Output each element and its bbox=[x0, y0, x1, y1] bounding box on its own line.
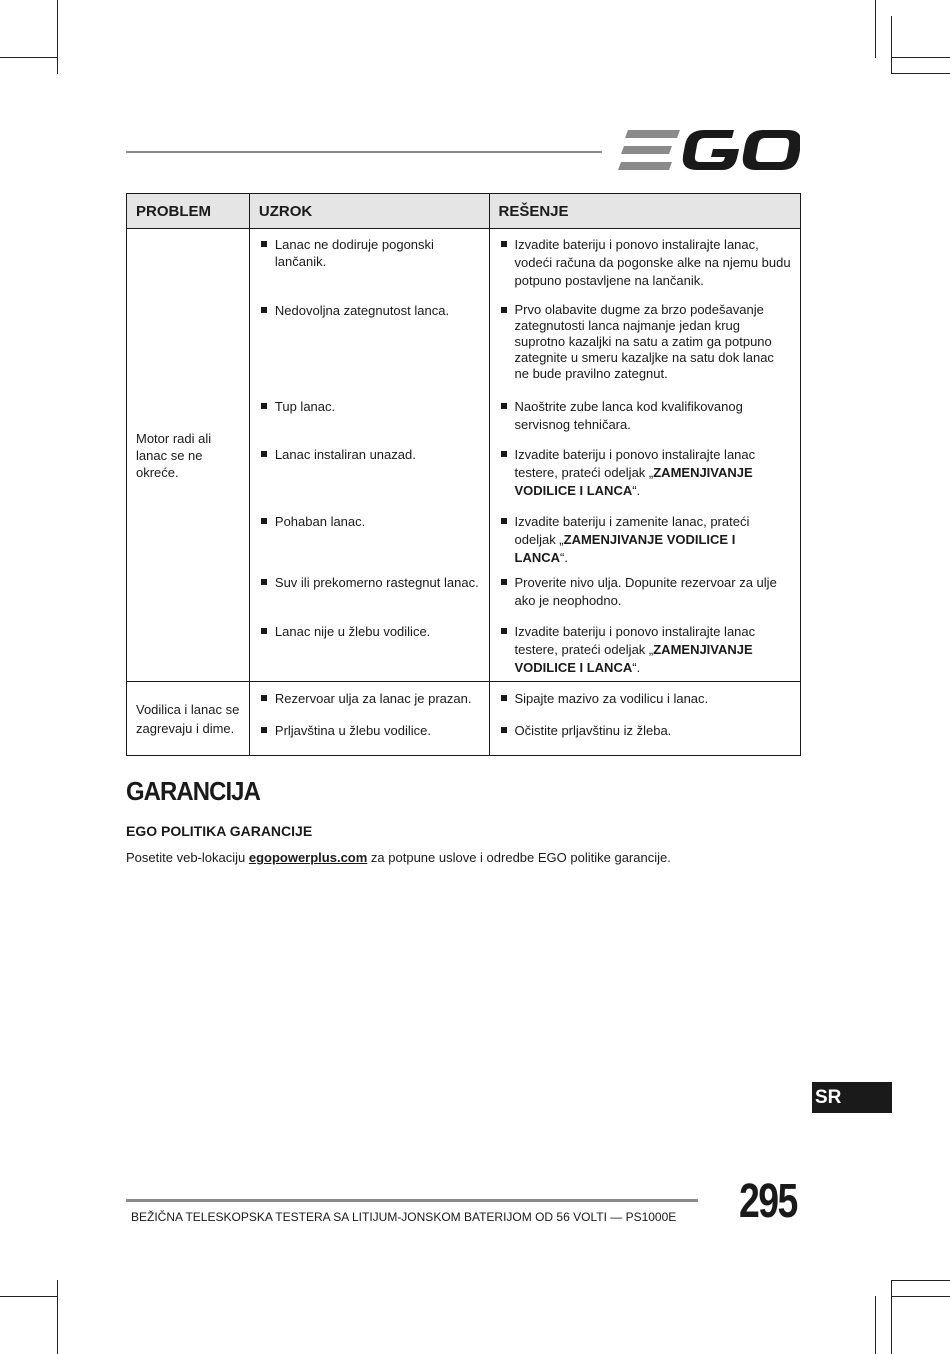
cause-item: Pohaban lanac. bbox=[259, 513, 480, 530]
column-header-solution: REŠENJE bbox=[489, 194, 801, 229]
solution-item: Izvadite bateriju i ponovo instalirajte lanac testere, prateći odeljak „ZAMENJIVANJE VODILICE I LANCA“. bbox=[499, 623, 792, 677]
crop-mark bbox=[0, 1296, 58, 1297]
column-header-problem: PROBLEM bbox=[127, 194, 250, 229]
solution-item: Izvadite bateriju i ponovo instalirajte lanac testere, prateći odeljak „ZAMENJIVANJE VODILICE I LANCA“. bbox=[499, 446, 792, 500]
section-title: GARANCIJA bbox=[126, 776, 260, 806]
cause-item: Lanac nije u žlebu vodilice. bbox=[259, 623, 480, 640]
cause-item: Rezervoar ulja za lanac je prazan. bbox=[259, 690, 480, 707]
cause-item: Lanac ne dodiruje pogonski lančanik. bbox=[259, 236, 480, 270]
header-rule bbox=[126, 151, 602, 153]
column-header-cause: UZROK bbox=[249, 194, 489, 229]
table-row bbox=[127, 682, 801, 715]
cause-item: Nedovoljna zategnutost lanca. bbox=[259, 302, 480, 319]
crop-mark bbox=[891, 1280, 950, 1281]
troubleshooting-table bbox=[126, 193, 801, 756]
table-header-row bbox=[127, 194, 801, 229]
solution-item: Naoštrite zube lanca kod kvalifikovanog servisnog tehničara. bbox=[499, 398, 792, 434]
crop-mark bbox=[891, 16, 892, 74]
warranty-link[interactable]: egopowerplus.com bbox=[248, 850, 368, 865]
crop-mark bbox=[57, 1280, 58, 1354]
crop-mark bbox=[57, 0, 58, 74]
page-number: 295 bbox=[739, 1175, 797, 1228]
crop-mark bbox=[892, 1296, 950, 1297]
warranty-paragraph: Posetite veb-lokaciju egopowerplus.com za potpune uslove i odredbe EGO politike garancije. bbox=[126, 850, 671, 865]
solution-item: Izvadite bateriju i zamenite lanac, prateći odeljak „ZAMENJIVANJE VODILICE I LANCA“. bbox=[499, 513, 792, 567]
cause-item: Tup lanac. bbox=[259, 398, 480, 415]
solution-item: Sipajte mazivo za vodilicu i lanac. bbox=[499, 690, 792, 707]
crop-mark bbox=[891, 1280, 892, 1354]
solution-item: Proverite nivo ulja. Dopunite rezervoar za ulje ako je neophodno. bbox=[499, 574, 792, 610]
crop-mark bbox=[0, 57, 58, 58]
solution-item: Prvo olabavite dugme za brzo podešavanje zategnutosti lanca najmanje jedan krug suprotno kazaljki na satu a zatim ga potpuno zategnite u smeru kazaljke na satu dok lanac ne bude pravilno zategnut. bbox=[499, 302, 792, 382]
cause-item: Suv ili prekomerno rastegnut lanac. bbox=[259, 574, 480, 591]
cause-item: Prljavština u žlebu vodilice. bbox=[259, 722, 480, 739]
problem-cell: Vodilica i lanac se zagrevaju i dime. bbox=[127, 682, 250, 756]
section-subtitle: EGO POLITIKA GARANCIJE bbox=[126, 823, 313, 839]
problem-cell: Motor radi ali lanac se ne okreće. bbox=[127, 229, 250, 682]
table-row bbox=[127, 229, 801, 295]
footer-title: BEŽIČNA TELESKOPSKA TESTERA SA LITIJUM-JONSKOM BATERIJOM OD 56 VOLTI — PS1000E bbox=[131, 1210, 677, 1224]
cause-item: Lanac instaliran unazad. bbox=[259, 446, 480, 463]
crop-mark bbox=[892, 57, 950, 58]
crop-mark bbox=[875, 0, 876, 58]
ego-logo-icon bbox=[618, 128, 800, 172]
solution-item: Očistite prljavštinu iz žleba. bbox=[499, 722, 792, 739]
crop-mark bbox=[875, 1296, 876, 1354]
footer-rule bbox=[126, 1199, 698, 1202]
solution-item: Izvadite bateriju i ponovo instalirajte lanac, vodeći računa da pogonske alke na njemu budu potpuno postavljene na lančanik. bbox=[499, 236, 792, 290]
language-tab: SR bbox=[812, 1082, 892, 1113]
crop-mark bbox=[891, 73, 950, 74]
